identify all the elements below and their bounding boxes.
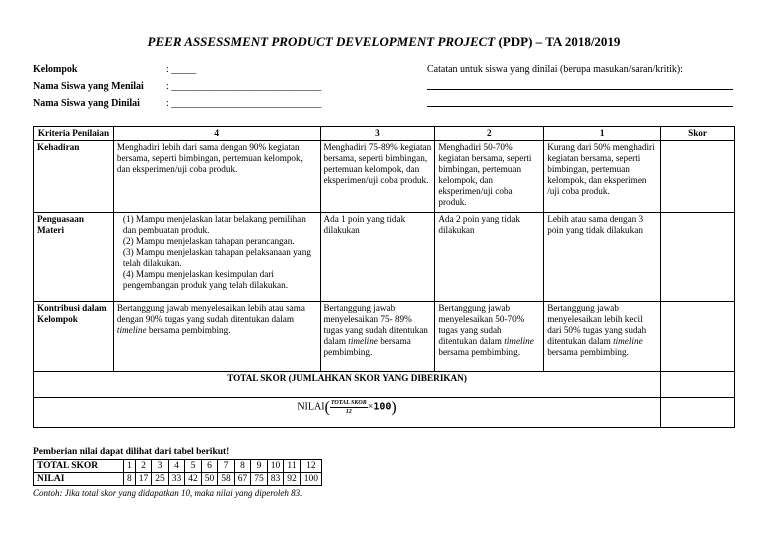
nilai-row	[34, 398, 735, 428]
score-cell: 7	[218, 460, 235, 473]
score-table-title: Pemberian nilai dapat dilihat dari tabel berikut!	[33, 447, 230, 457]
note-label: Catatan untuk siswa yang dinilai (berupa masukan/saran/kritik):	[427, 64, 684, 75]
info-label: Nama Siswa yang Dinilai	[33, 98, 140, 109]
cell-text-emphasis: timeline	[504, 336, 534, 346]
total-row	[34, 372, 735, 398]
criterion-cell: Kontribusi dalam Kelompok	[34, 302, 114, 372]
total-skor-cell[interactable]	[661, 372, 735, 398]
rubric-row-kehadiran	[34, 141, 735, 213]
level-4-cell	[113, 213, 320, 302]
example-note: Contoh: Jika total skor yang didapatkan 10, maka nilai yang diperoleh 83.	[33, 488, 303, 498]
note-line[interactable]	[427, 89, 733, 90]
score-cell: 6	[201, 460, 218, 473]
nilai-value-cell: 8	[124, 473, 136, 486]
nilai-value-cell: 33	[168, 473, 185, 486]
note-line[interactable]	[427, 106, 733, 107]
header-score-4: 4	[113, 127, 320, 141]
score-cell: 5	[185, 460, 202, 473]
score-cell: 12	[300, 460, 321, 473]
score-total-row	[34, 460, 322, 473]
cell-text: bersama pembimbing.	[438, 347, 521, 357]
score-conversion-table	[33, 459, 322, 486]
header-score-3: 3	[320, 127, 435, 141]
list-item: (3) Mampu menjelaskan tahapan pelaksanaan yang telah dilakukan.	[122, 247, 311, 268]
cell-text: bersama pembimbing.	[146, 325, 231, 335]
level-1-cell: Lebih atau sama dengan 3 poin yang tidak dilakukan	[544, 213, 661, 302]
total-label: TOTAL SKOR (JUMLAHKAN SKOR YANG DIBERIKAN)	[34, 372, 661, 398]
score-cell: 8	[234, 460, 251, 473]
info-label: Nama Siswa yang Menilai	[33, 81, 144, 92]
nilai-value-cell: 67	[234, 473, 251, 486]
score-cell: 11	[284, 460, 301, 473]
rubric-table	[33, 126, 735, 428]
score-nilai-label: NILAI	[34, 473, 124, 486]
level-2-cell: Menghadiri 50-70% kegiatan bersama, seperti bimbingan, pertemuan kelompok, dan eksperimen/uji coba produk.	[435, 141, 544, 213]
level-3-cell: Menghadiri 75-89% kegiatan bersama, seperti bimbingan, pertemuan kelompok, dan eksperimen/uji coba produk.	[320, 141, 435, 213]
nilai-value-cell: 58	[218, 473, 235, 486]
cell-text: Bertanggung jawab menyelesaikan 75- 89% tugas yang sudah ditentukan dalam	[323, 303, 428, 346]
rubric-row-penguasaan	[34, 213, 735, 302]
nilai-formula	[34, 398, 661, 428]
list-item: (4) Mampu menjelaskan kesimpulan dari pengembangan produk yang telah dilakukan.	[122, 269, 288, 290]
nilai-value-cell: 83	[267, 473, 284, 486]
skor-cell[interactable]	[661, 302, 735, 372]
level-1-cell	[544, 302, 661, 372]
title-prefix: PEER ASSESSMENT PRODUCT DEVELOPMENT PROJECT	[147, 34, 496, 49]
score-cell: 2	[135, 460, 152, 473]
level-4-cell	[113, 302, 320, 372]
info-value[interactable]: : ______________________________	[166, 98, 322, 109]
cell-text-emphasis: timeline	[348, 336, 378, 346]
title-suffix: (PDP) – TA 2018/2019	[498, 34, 621, 49]
header-kriteria: Kriteria Penilaian	[34, 127, 114, 141]
formula-paren-open: (	[324, 399, 330, 416]
nilai-cell[interactable]	[661, 398, 735, 428]
level-2-cell: Ada 2 poin yang tidak dilakukan	[435, 213, 544, 302]
skor-cell[interactable]	[661, 213, 735, 302]
header-score-1: 1	[544, 127, 661, 141]
list-item: (2) Mampu menjelaskan tahapan perancangan.	[122, 236, 295, 246]
formula-numerator: TOTAL SKOR	[330, 400, 367, 406]
level-2-cell	[435, 302, 544, 372]
document-title	[0, 34, 768, 50]
cell-text-emphasis: timeline	[613, 336, 643, 346]
nilai-label: NILAI	[297, 401, 325, 413]
info-value[interactable]: : _____	[166, 64, 197, 75]
criterion-cell: Kehadiran	[34, 141, 114, 213]
score-cell: 3	[152, 460, 169, 473]
formula-multiply: ×	[367, 401, 374, 413]
nilai-value-cell: 92	[284, 473, 301, 486]
header-skor: Skor	[661, 127, 735, 141]
header-score-2: 2	[435, 127, 544, 141]
nilai-value-cell: 25	[152, 473, 169, 486]
formula-paren-close: )	[391, 399, 397, 416]
cell-text: bersama pembimbing.	[323, 336, 411, 357]
score-nilai-row	[34, 473, 322, 486]
criterion-cell: Penguasaan Materi	[34, 213, 114, 302]
info-value[interactable]: : ______________________________	[166, 81, 322, 92]
score-cell: 9	[251, 460, 268, 473]
cell-text: bersama pembimbing.	[547, 347, 629, 357]
skor-cell[interactable]	[661, 141, 735, 213]
rubric-header-row	[34, 127, 735, 141]
formula-hundred: 100	[373, 401, 392, 413]
level-3-cell	[320, 302, 435, 372]
level-4-cell: Menghadiri lebih dari sama dengan 90% kegiatan bersama, seperti bimbingan, pertemuan kelompok, dan eksperimen/uji coba produk.	[113, 141, 320, 213]
nilai-value-cell: 17	[135, 473, 152, 486]
nilai-value-cell: 42	[185, 473, 202, 486]
formula-denominator: 12	[345, 409, 352, 415]
score-cell: 1	[124, 460, 136, 473]
level-3-cell: Ada 1 poin yang tidak dilakukan	[320, 213, 435, 302]
list-item: (1) Mampu menjelaskan latar belakang pemilihan dan pembuatan produk.	[122, 214, 306, 235]
nilai-value-cell: 50	[201, 473, 218, 486]
nilai-value-cell: 75	[251, 473, 268, 486]
cell-text-emphasis: timeline	[116, 325, 147, 335]
score-cell: 10	[267, 460, 284, 473]
cell-text: Bertanggung jawab menyelesaikan lebih atau sama dengan 90% tugas yang sudah ditentukan dalam	[116, 303, 305, 324]
formula-fraction	[330, 399, 368, 416]
score-cell: 4	[168, 460, 185, 473]
cell-text: Bertanggung jawab menyelesaikan 50-70% tugas yang sudah ditentukan dalam	[438, 303, 525, 346]
cell-text: Bertanggung jawab menyelesaikan lebih kecil dari 50% tugas yang sudah ditentukan dalam	[547, 303, 647, 346]
nilai-value-cell: 100	[300, 473, 321, 486]
info-label: Kelompok	[33, 64, 78, 75]
level-1-cell: Kurang dari 50% menghadiri kegiatan bersama, seperti bimbingan, pertemuan kelompok, dan eksperimen /uji coba produk.	[544, 141, 661, 213]
rubric-row-kontribusi	[34, 302, 735, 372]
score-total-label: TOTAL SKOR	[34, 460, 124, 473]
